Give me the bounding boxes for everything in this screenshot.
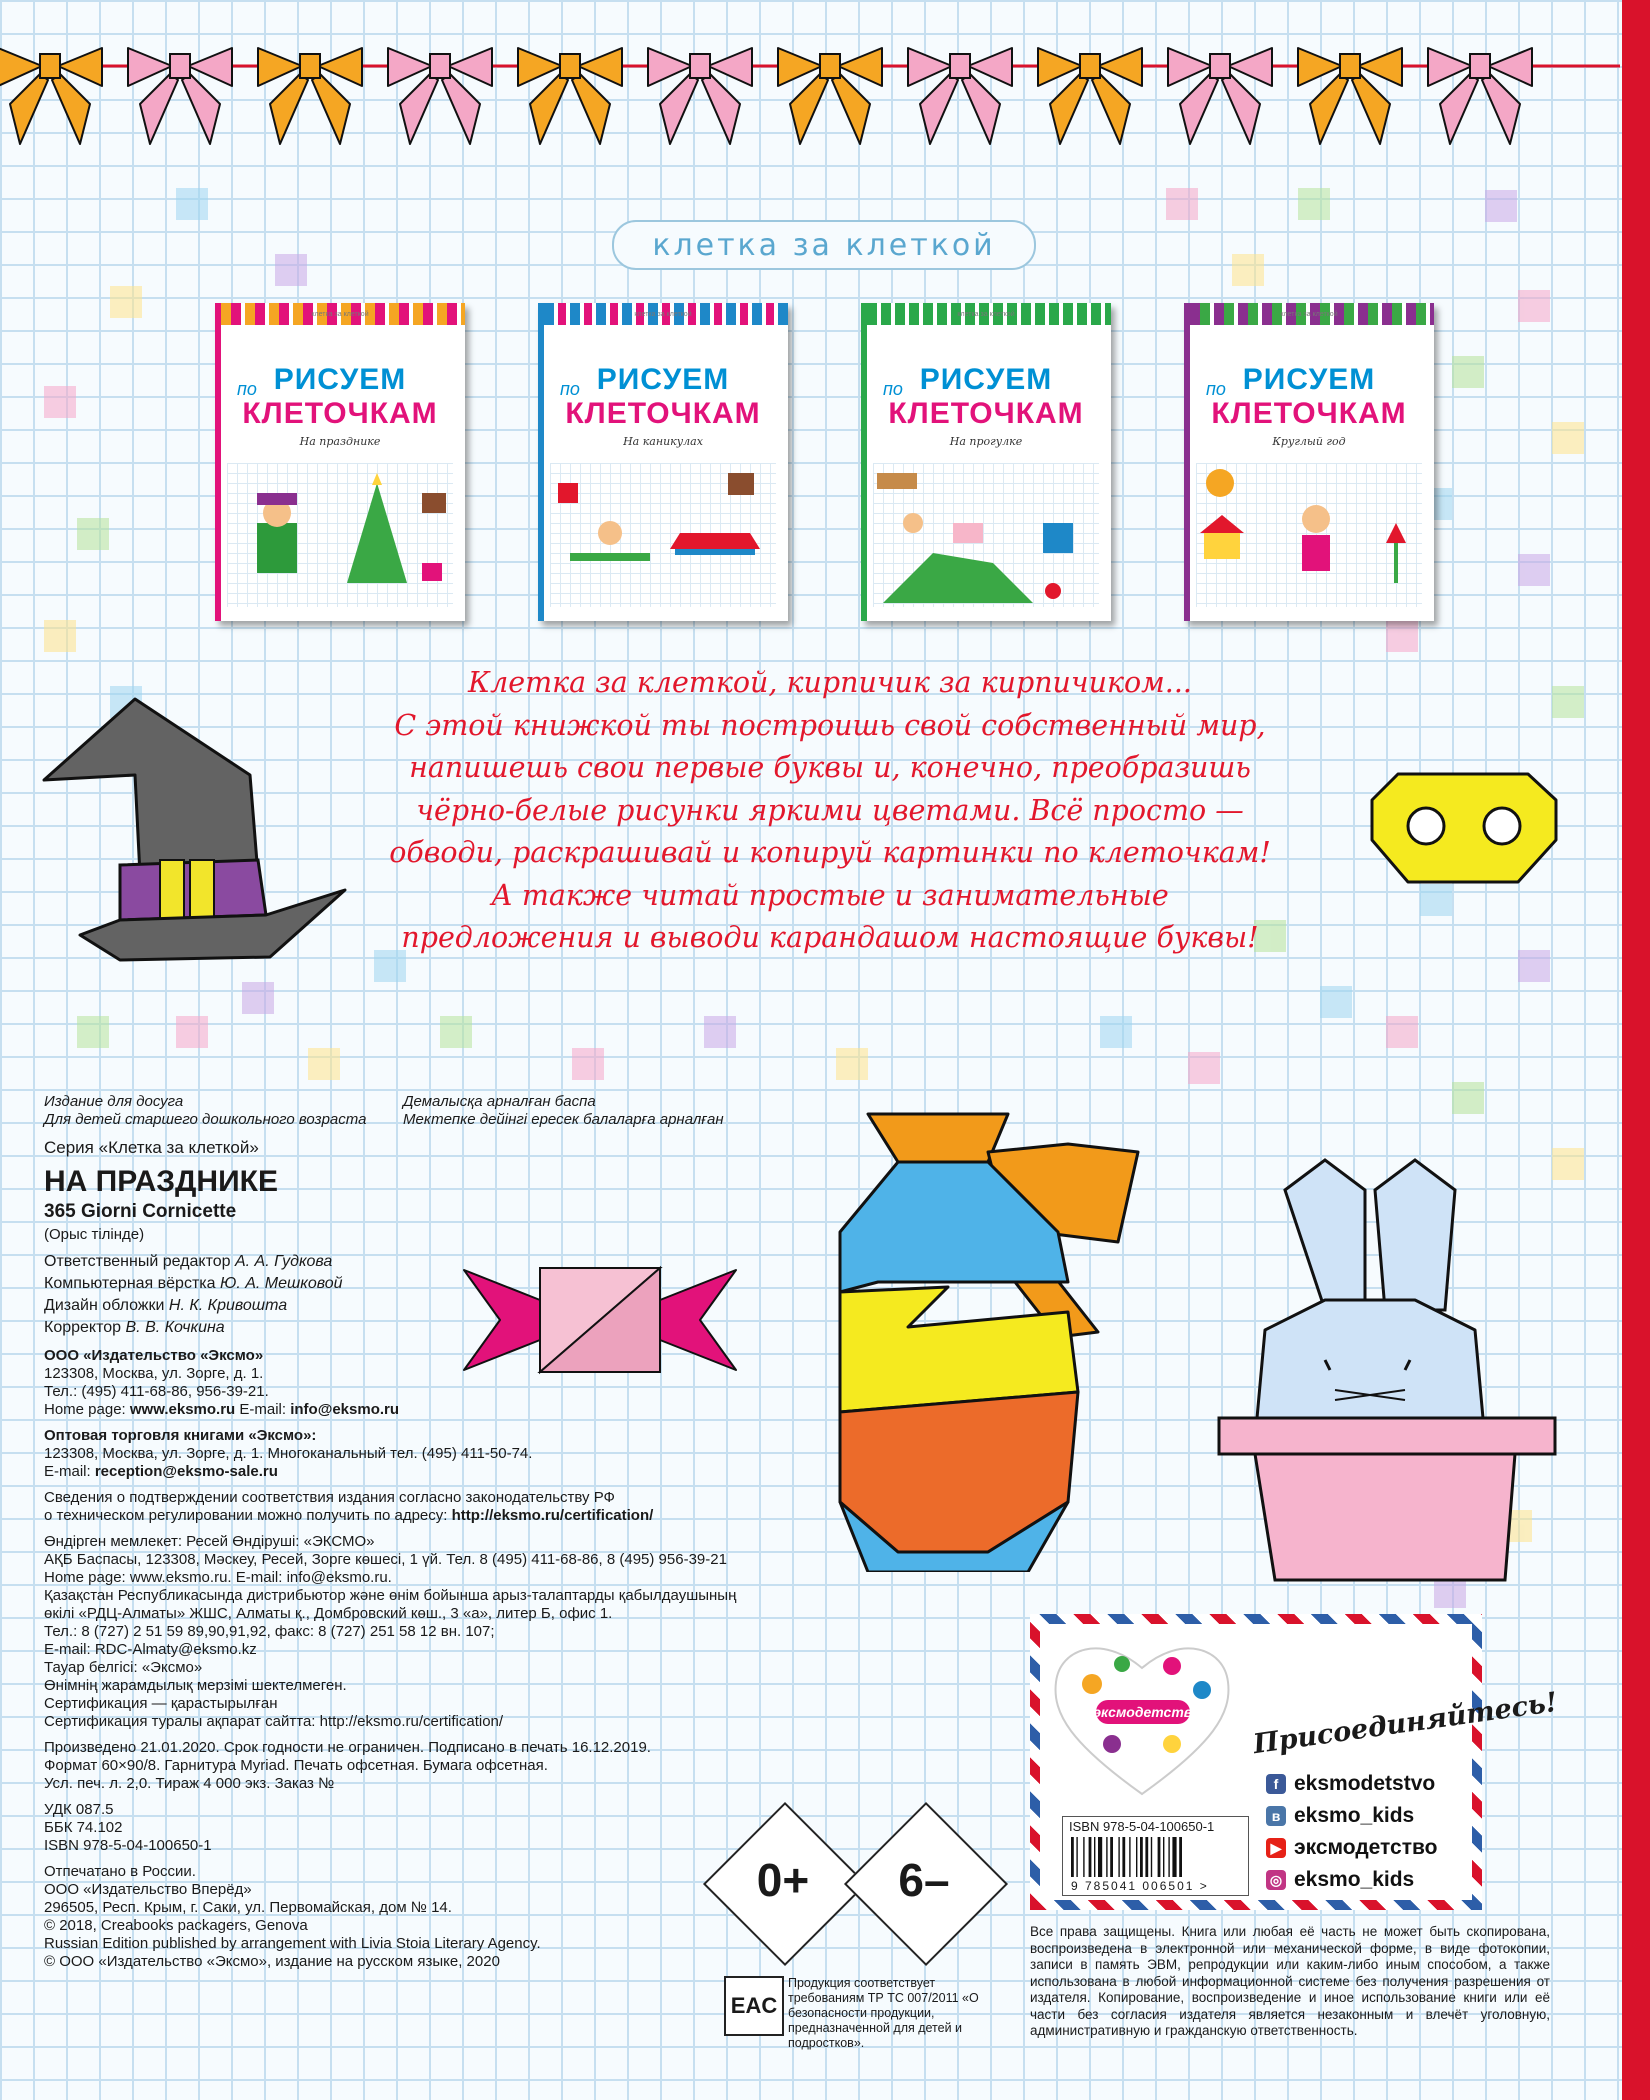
blurb-line: А также читай простые и занимательные: [491, 878, 1169, 912]
book-title-line1: РИСУЕМ: [273, 363, 407, 396]
bunny-in-hat-illustration: [1215, 1150, 1560, 1620]
instagram-icon: ◎: [1266, 1870, 1286, 1890]
kz-line: АҚБ Баспасы, 123308, Мәскеу, Ресей, Зорге көшесі, 1 үй. Тел. 8 (495) 411-68-86, 8 (495) 956-39-21: [44, 1551, 727, 1568]
social-link-youtube[interactable]: ▶ эксмодетство: [1266, 1836, 1437, 1860]
bow-garland-decoration: [0, 40, 1620, 190]
blurb-line: Клетка за клеткой, кирпичик за кирпичиком...: [468, 666, 1192, 699]
bow-decoration: [518, 48, 622, 144]
printed-line: Отпечатано в России.: [44, 1863, 196, 1880]
witch-hat-illustration: [40, 695, 350, 965]
book-cover-na-progulke: [861, 303, 1111, 621]
wholesale-address: 123308, Москва, ул. Зорге, д. 1. Многоканальный тел. (495) 411-50-74.: [44, 1445, 533, 1462]
social-link-facebook[interactable]: f eksmodetstvo: [1266, 1772, 1435, 1796]
book-title-line2: КЛЕТОЧКАМ: [565, 397, 761, 430]
book-title-line1: РИСУЕМ: [1242, 363, 1376, 396]
annotation-kz: [403, 1093, 724, 1129]
kz-line: E-mail: RDC-Almaty@eksmo.kz: [44, 1641, 257, 1658]
book-spine-edge: [538, 303, 544, 621]
social-link-instagram[interactable]: ◎ eksmo_kids: [1266, 1868, 1414, 1892]
social-link-vk[interactable]: в eksmo_kids: [1266, 1804, 1414, 1828]
facebook-icon: f: [1266, 1774, 1286, 1794]
publisher-address: 123308, Москва, ул. Зорге, д. 1.: [44, 1365, 264, 1382]
book-spine-edge: [215, 303, 221, 621]
printed-line: © 2018, Creabooks packagers, Genova: [44, 1917, 308, 1934]
publisher-tel: Тел.: (495) 411-68-86, 956-39-21.: [44, 1383, 269, 1400]
language-note: (Орыс тілінде): [44, 1226, 145, 1243]
blurb-line: предложения и выводи карандашом настоящие буквы!: [401, 921, 1259, 954]
isbn-digits: 9 785041 006501 >: [1071, 1879, 1209, 1893]
bow-decoration: [1168, 48, 1272, 144]
gift-bag-illustration: [838, 1112, 1268, 1572]
promo-blurb: [330, 662, 1330, 960]
kz-line: Өндірген мемлекет: Ресей Өндіруші: «ЭКСМО»: [44, 1533, 375, 1550]
book-cover-na-kanikulah: [538, 303, 788, 621]
print-line: Усл. печ. л. 2,0. Тираж 4 000 экз. Заказ №: [44, 1775, 335, 1792]
book-subtitle: На прогулке: [949, 435, 1023, 448]
book-title-line2: КЛЕТОЧКАМ: [888, 397, 1084, 430]
print-line: Произведено 21.01.2020. Срок годности не ограничен. Подписано в печать 16.12.2019.: [44, 1739, 651, 1756]
kz-line: Тел.: 8 (727) 2 51 59 89,90,91,92, факс: 8 (727) 251 58 12 вн. 107;: [44, 1623, 495, 1640]
book-title-po: по: [883, 379, 903, 399]
book-illustration: [1196, 463, 1422, 607]
copyright-notice: Все права защищены. Книга или любая её часть не может быть скопирована, воспроизведена в электронной или механической форме, в виде фотокопии, записи в память ЭВМ, репродукции или каким-либо иным способом, а также использована в любой информационной системе без получения разрешения от издателя. Копирование, воспроизведение и иное использование книги или её части без согласия издателя является незаконным и влечёт уголовную, административную и гражданскую ответственность.: [1030, 1924, 1550, 2038]
eac-conformity-block: [724, 1976, 994, 2062]
age-badge-0-plus: 0+: [756, 1854, 810, 1906]
publisher-home-link[interactable]: www.eksmo.ru: [129, 1401, 236, 1418]
eac-text: Продукция соответствует требованиям ТР ТС 007/2011 «О безопасности продукции, предназначенной для детей и подростков».: [788, 1976, 979, 2050]
publisher-name: ООО «Издательство «Эксмо»: [44, 1347, 264, 1364]
book-illustration: [873, 463, 1099, 607]
book-brand: клетка за клеткой: [634, 311, 692, 318]
vk-icon: в: [1266, 1806, 1286, 1826]
bow-decoration: [1038, 48, 1142, 144]
book-title-po: по: [1206, 379, 1226, 399]
book-brand: клетка за клеткой: [1280, 311, 1338, 318]
bow-decoration: [0, 48, 102, 144]
book-title-line2: КЛЕТОЧКАМ: [1211, 397, 1407, 430]
code-line: УДК 087.5: [44, 1801, 114, 1818]
print-line: Формат 60×90/8. Гарнитура Myriad. Печать офсетная. Бумага офсетная.: [44, 1757, 548, 1774]
bow-decoration: [1298, 48, 1402, 144]
join-us-heading: Присоединяйтесь!: [1251, 1686, 1560, 1761]
kz-line: Сертификация — қарастырылған: [44, 1695, 278, 1712]
book-title-line1: РИСУЕМ: [919, 363, 1053, 396]
bow-decoration: [1428, 48, 1532, 144]
series-line: Серия «Клетка за клеткой»: [44, 1138, 259, 1157]
carnival-mask-illustration: [1368, 770, 1560, 890]
bow-decoration: [908, 48, 1012, 144]
kz-line: Қазақстан Республикасында дистрибьютор және өнім бойынша арыз-талаптарды қабылдаушының: [44, 1587, 737, 1604]
blurb-line: обводи, раскрашивай и копируй картинки по клеточкам!: [389, 836, 1271, 869]
kz-line: Сертификация туралы ақпарат сайтта: http://eksmo.ru/certification/: [44, 1713, 504, 1730]
kz-line: Өнімнің жарамдылық мерзімі шектелмеген.: [44, 1677, 347, 1694]
isbn-label: ISBN 978-5-04-100650-1: [1069, 1819, 1215, 1834]
bow-decoration: [778, 48, 882, 144]
blurb-line: С этой книжкой ты построишь свой собственный мир,: [394, 708, 1266, 742]
credit-line: Ответственный редактор А. А. Гудкова: [44, 1253, 333, 1270]
credit-line: Корректор В. В. Кочкина: [44, 1319, 225, 1336]
code-line: ISBN 978-5-04-100650-1: [44, 1837, 212, 1854]
book-spine-edge: [1184, 303, 1190, 621]
book-subtitle: На каникулах: [623, 435, 703, 448]
book-title: НА ПРАЗДНИКЕ: [44, 1165, 278, 1198]
printed-line: 296505, Респ. Крым, г. Саки, ул. Первомайская, дом № 14.: [44, 1899, 452, 1916]
book-brand: клетка за клеткой: [311, 311, 369, 318]
printed-line: © ООО «Издательство «Эксмо», издание на русском языке, 2020: [44, 1953, 500, 1970]
kz-line: өкілі «РДЦ-Алматы» ЖШС, Алматы қ., Домбровский көш., 3 «а», литер Б, офис 1.: [44, 1605, 613, 1622]
book-title-line1: РИСУЕМ: [596, 363, 730, 396]
bow-decoration: [128, 48, 232, 144]
youtube-icon: ▶: [1266, 1838, 1286, 1858]
wholesale-title: Оптовая торговля книгами «Эксмо»:: [44, 1427, 317, 1444]
certification-line2: о техническом регулировании можно получить по адресу: http://eksmo.ru/certification/: [44, 1507, 654, 1524]
certification-link[interactable]: http://eksmo.ru/certification/: [451, 1507, 654, 1524]
kz-line: Тауар белгісі: «Эксмо»: [44, 1659, 203, 1676]
isbn-barcode-box: [1062, 1816, 1249, 1896]
publisher-email-link[interactable]: info@eksmo.ru: [290, 1401, 400, 1418]
book-title-line2: КЛЕТОЧКАМ: [242, 397, 438, 430]
bow-decoration: [258, 48, 362, 144]
annotation-ru-2: Для детей старшего дошкольного возраста: [44, 1111, 367, 1128]
printed-line: Russian Edition published by arrangement with Livia Stoia Literary Agency.: [44, 1935, 541, 1952]
credit-line: Дизайн обложки Н. К. Кривошта: [44, 1297, 288, 1314]
annotation-ru-1: Издание для досуга: [44, 1093, 184, 1110]
eac-logo: EAC: [724, 1976, 784, 2036]
imprint-block: [44, 1093, 804, 1971]
bow-decoration: [388, 48, 492, 144]
credit-line: Компьютерная вёрстка Ю. А. Мешковой: [44, 1275, 343, 1292]
book-cover-krugly-god: [1184, 303, 1434, 621]
book-illustration: [227, 463, 453, 607]
wholesale-email-link[interactable]: reception@eksmo-sale.ru: [94, 1463, 278, 1480]
wholesale-email: E-mail: reception@eksmo-sale.ru: [44, 1463, 278, 1480]
annotation-kz-1: Демалысқа арналған баспа: [403, 1093, 596, 1110]
book-title-po: по: [560, 379, 580, 399]
book-illustration: [550, 463, 776, 607]
book-cover-na-prazdnike: [215, 303, 465, 621]
book-subtitle: Круглый год: [1272, 435, 1346, 448]
annotation-kz-2: Мектепке дейінгі ересек балаларға арналған: [403, 1111, 724, 1128]
original-title: 365 Giorni Cornicette: [44, 1201, 237, 1222]
barcode-icon: [1069, 1837, 1239, 1877]
publisher-contacts: Home page: www.eksmo.ru E-mail: info@eksmo.ru: [44, 1401, 400, 1418]
blurb-line: напишешь свои первые буквы и, конечно, преобразишь: [409, 751, 1251, 784]
book-spine-edge: [861, 303, 867, 621]
bow-decoration: [648, 48, 752, 144]
code-line: ББК 74.102: [44, 1819, 123, 1836]
book-brand: клетка за клеткой: [957, 311, 1015, 318]
certification-line1: Сведения о подтверждении соответствия издания согласно законодательству РФ: [44, 1489, 615, 1506]
printed-line: ООО «Издательство Вперёд»: [44, 1881, 252, 1898]
blurb-line: чёрно-белые рисунки яркими цветами. Всё просто —: [416, 793, 1244, 827]
age-badge-6: 6–: [898, 1854, 950, 1906]
kz-line: Home page: www.eksmo.ru. E-mail: info@eksmo.ru.: [44, 1569, 392, 1586]
social-envelope-card: [1030, 1614, 1560, 1910]
book-title-po: по: [237, 379, 257, 399]
series-banner: клетка за клеткой: [612, 220, 1036, 270]
book-subtitle: На празднике: [299, 435, 381, 448]
heart-label: #эксмодетство: [1085, 1704, 1201, 1720]
